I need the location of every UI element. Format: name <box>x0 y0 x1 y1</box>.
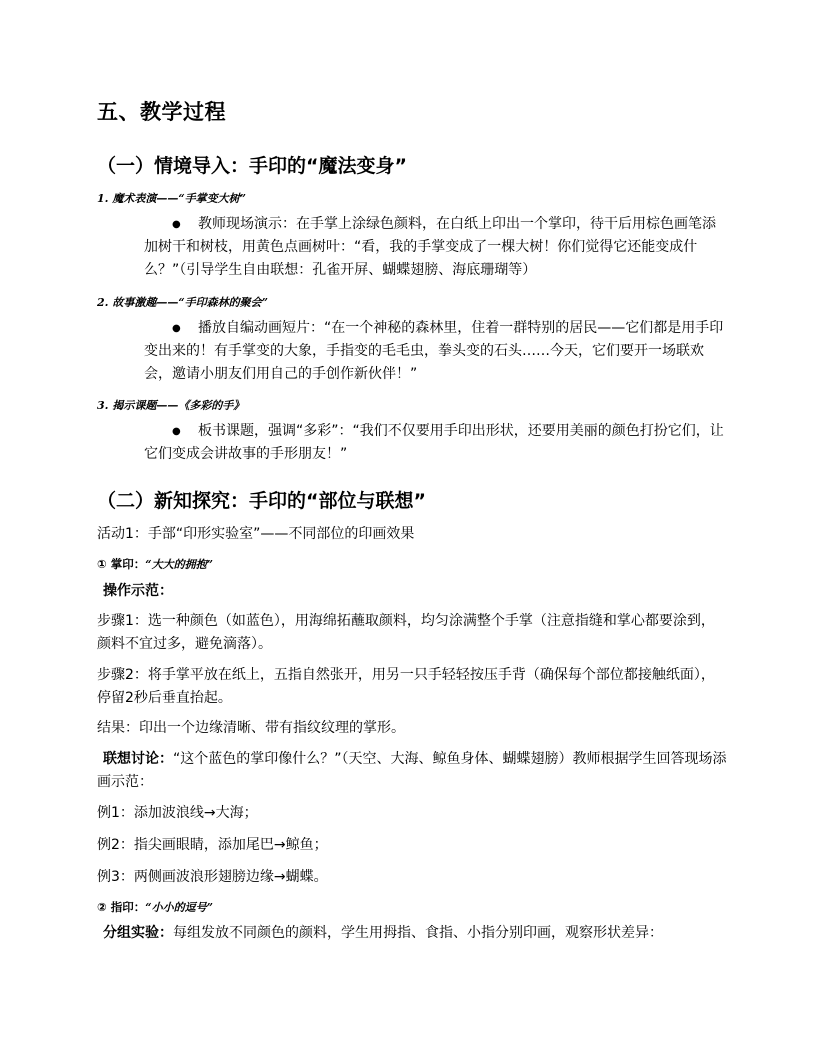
item1-bullet <box>144 213 724 282</box>
palm-title: “大大的拥抱” <box>145 558 213 571</box>
item3-heading: 3. 揭示课题——《多彩的手》 <box>97 399 245 412</box>
discussion <box>97 748 727 794</box>
bullet-icon: ● <box>172 219 181 230</box>
section-title: 五、教学过程 <box>97 100 226 124</box>
part1-heading: （一）情境导入：手印的“魔法变身” <box>97 155 407 177</box>
result: 结果：印出一个边缘清晰、带有指纹纹理的掌形。 <box>97 720 405 736</box>
bullet-icon: ● <box>172 426 181 437</box>
activity-line: 活动1：手部“印形实验室”——不同部位的印画效果 <box>97 526 415 542</box>
bullet-icon: ● <box>172 323 181 334</box>
item2-heading: 2. 故事激趣——“手印森林的聚会” <box>97 296 268 309</box>
finger-label: ② 指印： <box>97 900 146 914</box>
palm-label: ① 掌印： <box>97 557 146 571</box>
item3-text: 板书课题，强调“多彩”：“我们不仅要用手印出形状，还要用美丽的颜色打扮它们，让它们变成会讲故事的手形朋友！” <box>144 423 724 462</box>
item1-heading: 1. 魔术表演——“手掌变大树” <box>97 192 246 205</box>
item3-bullet <box>144 420 724 466</box>
item2-bullet <box>144 317 724 386</box>
example-2: 例2：指尖画眼睛，添加尾巴→鲸鱼； <box>97 837 328 853</box>
item1-text: 教师现场演示：在手掌上涂绿色颜料，在白纸上印出一个掌印，待干后用棕色画笔添加树干和树枝，用黄色点画树叶：“看，我的手掌变成了一棵大树！你们觉得它还能变成什么？”（引导学生自由联想：孔雀开屏、蝴蝶翅膀、海底珊瑚等） <box>144 216 716 278</box>
item2-text: 播放自编动画短片：“在一个神秘的森林里，住着一群特别的居民——它们都是用手印变出来的！有手掌变的大象，手指变的毛毛虫，拳头变的石头……今天，它们要开一场联欢会，邀请小朋友们用自己的手创作新伙伴！” <box>144 320 724 382</box>
group-label: 分组实验： <box>103 925 173 941</box>
palm-heading <box>97 556 213 572</box>
example-3: 例3：两侧画波浪形翅膀边缘→蝴蝶。 <box>97 869 328 885</box>
step2: 步骤2：将手掌平放在纸上，五指自然张开，用另一只手轻轻按压手背（确保每个部位都接触纸面），停留2秒后垂直抬起。 <box>97 667 715 706</box>
example-1: 例1：添加波浪线→大海； <box>97 805 258 821</box>
group-text: 每组发放不同颜色的颜料，学生用拇指、食指、小指分别印画，观察形状差异： <box>173 925 663 941</box>
discussion-text: “这个蓝色的掌印像什么？”（天空、大海、鲸鱼身体、蝴蝶翅膀）教师根据学生回答现场添画示范： <box>97 751 727 790</box>
finger-title: “小小的逗号” <box>145 901 213 914</box>
finger-heading <box>97 899 213 915</box>
demo-label: 操作示范： <box>103 583 173 599</box>
step1: 步骤1：选一种颜色（如蓝色），用海绵拓蘸取颜料，均匀涂满整个手掌（注意指缝和掌心都要涂到，颜料不宜过多，避免滴落）。 <box>97 613 715 652</box>
part2-heading: （二）新知探究：手印的“部位与联想” <box>97 490 426 512</box>
group-experiment <box>97 922 727 945</box>
discussion-label: 联想讨论： <box>103 751 173 767</box>
